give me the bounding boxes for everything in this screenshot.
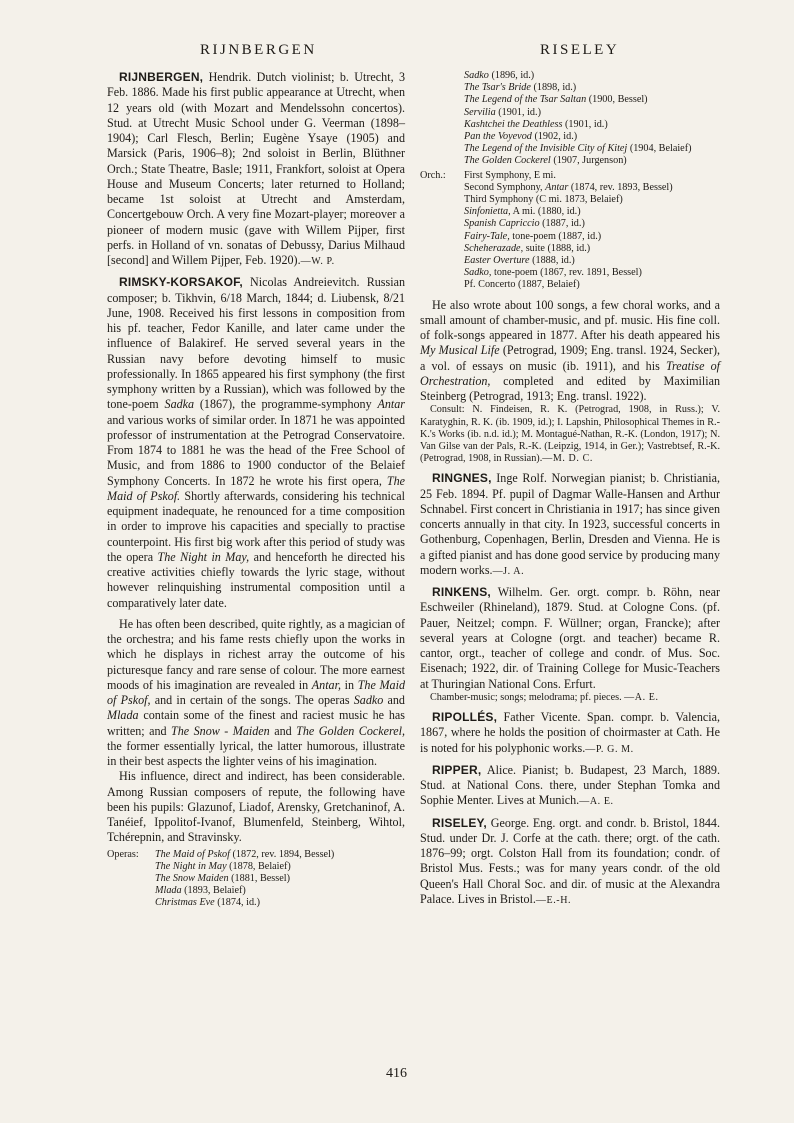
consult-note xyxy=(420,404,720,465)
running-head-right: RISELEY xyxy=(540,42,620,58)
entry-text: He also wrote about 100 songs, a few choral works, and a small amount of chamber-music, and pf. music. His fine coll. of folk-songs appeared in 1877. After his death appeared his xyxy=(420,297,720,343)
entry-text: Shortly afterwards, considering his technical equipment inadequate, he renounced for a time composition in order to improve his capacities and specially to practise counterpoint. His first big work after this period of study was the opera xyxy=(107,488,405,564)
work-details: tone-poem (1867, rev. 1891, Bessel) xyxy=(491,267,642,279)
page-number: 416 xyxy=(386,1066,407,1081)
list-item xyxy=(464,279,720,291)
entry-text: Hendrik. Dutch violinist; b. Utrecht, 3 Feb. 1886. Made his first public appearance at Utrecht, when 12 years old (with Mozart and Mendelssohn concertos). Stud. at Utrecht Music School under G. Veerman (1898–1904); Carl Flesch, Berlin; Eugène Ysaye (1905) and Marsick (Paris, 1906–8); 2nd soloist in Berlin, Blüthner Orch.; State Theatre, Basle; 1911, Frankfort, soloist at Opera House and Museum Concerts; later returned to Holland; became 1st soloist at Utrecht and Amsterdam, Concertgebouw Orch. A very fine Mozart-player; moreover a pioneer of modern music (gave with Willem Pijper, first perfs. in Holland of vn. sonatas of Debussy, Darius Milhaud [second] and Willem Pijper, Feb. 1920). xyxy=(107,70,405,267)
work-details: tone-poem (1887, id.) xyxy=(509,230,602,242)
work-details: (1878, Belaief) xyxy=(226,860,291,872)
entry-rinkens xyxy=(420,585,720,692)
paragraph: His influence, direct and indirect, has been considerable. Among Russian composers of repute, the following have been his pupils: Glazunof, Liadof, Arensky, Gretchaninof, A. Tanéief, Ippolitof-Ivanof, Blumenfeld, Steinberg, Wihtol, Tchérepnin, and Stravinsky. xyxy=(107,769,405,845)
entry-rimsky-korsakof xyxy=(107,275,405,611)
work-title: The Maid of Pskof xyxy=(155,848,230,860)
signature: —E.-H. xyxy=(535,894,572,906)
work-title: Mlada xyxy=(107,708,139,723)
work-title: The Night in May xyxy=(155,860,227,872)
list-label: Operas: xyxy=(107,848,139,860)
work-title: Fairy-Tale, xyxy=(464,230,510,242)
works-note xyxy=(420,692,720,704)
work-title: Sinfonietta, xyxy=(464,206,511,218)
work-details: (1881, Bessel) xyxy=(228,872,290,884)
operas-list-continued xyxy=(420,70,720,168)
work-details: suite (1888, id.) xyxy=(523,242,591,254)
operas-list xyxy=(107,849,405,910)
list-item xyxy=(464,194,720,206)
headword-rinkens: RINKENS, xyxy=(432,585,491,600)
list-item xyxy=(155,849,405,861)
signature: —A. E. xyxy=(579,796,614,808)
work-title: The Legend of the Invisible City of Kitej xyxy=(464,143,628,155)
list-item xyxy=(464,82,720,94)
list-item xyxy=(464,170,720,182)
work-title: Sadko xyxy=(464,70,489,81)
headword-riseley: RISELEY, xyxy=(432,815,487,830)
signature: —J. A. xyxy=(492,565,525,577)
entry-text: contain some of the finest and raciest music he has written; and xyxy=(107,708,405,738)
entry-text: the former essentially lyrical, the latter humorous, illustrate in their best aspects the lighter veins of his imagination. xyxy=(107,738,405,768)
entry-text: and henceforth he directed his creative activities chiefly towards the lyric stage, without however relinquishing instrumental composition until a comparatively later date. xyxy=(107,549,405,610)
left-column xyxy=(107,70,405,910)
work-title: Antar xyxy=(377,397,405,412)
work-details: First Symphony, E mi. xyxy=(464,169,556,181)
entry-riseley xyxy=(420,816,720,909)
work-details: (1874, rev. 1893, Bessel) xyxy=(568,181,673,193)
work-title: Christmas Eve xyxy=(155,897,215,909)
work-title: Kashtchei the Deathless xyxy=(464,118,563,130)
entry-text: Wilhelm. Ger. orgt. compr. b. Röhn, near Eschweiler (Rhineland), 1879. Stud. at Cologne Cons. (pf. Pauer, Neitzel; compn. F. Wüllner; organ, Francke); after several years at Cologne (orgt. and teacher) became R. cantor, orgt., teacher of college and condr. of Mus. Soc. Eisenach; 1922, dir. of Training College for Music-Teachers at Thuringian National Cons. Erfurt. xyxy=(420,585,720,691)
entry-text: Chamber-music; songs; melodrama; pf. pieces. xyxy=(430,691,622,703)
work-details: Third Symphony (C mi. 1873, Belaief) xyxy=(464,194,623,206)
list-item xyxy=(464,243,720,255)
work-title: Sadko xyxy=(353,693,384,707)
work-details: (1888, id.) xyxy=(529,255,575,267)
work-title: The Maid of Pskof. xyxy=(107,473,405,503)
running-head-left: RIJNBERGEN xyxy=(200,42,317,58)
entry-rijnbergen xyxy=(107,70,405,269)
list-item xyxy=(464,143,720,155)
work-title: Sadko, xyxy=(464,267,492,279)
list-item xyxy=(155,897,405,909)
work-title: Treatise of Orchestration, xyxy=(420,358,720,388)
paragraph xyxy=(107,617,405,770)
list-item xyxy=(464,155,720,167)
work-details: (1907, Jurgenson) xyxy=(550,155,627,167)
work-details: Second Symphony, xyxy=(464,181,546,193)
work-title: Sadka xyxy=(164,397,195,412)
entry-text: He has often been described, quite rightly, as a magician of the orchestra; and his fame rests chiefly upon the works in which he displays in richest array the outcome of his picturesque fancy and rare sense of colour. The more earnest moods of his imagination are revealed in xyxy=(107,616,406,692)
work-title: The Snow Maiden xyxy=(155,872,229,884)
paragraph xyxy=(420,298,720,405)
work-title: The Legend of the Tsar Saltan xyxy=(464,94,587,106)
entry-text: Inge Rolf. Norwegian pianist; b. Christiania, 25 Feb. 1894. Pf. pupil of Dagmar Walle-Hansen and Arthur Schnabel. First concert in Christiania in 1917; has since given concerts annually in that city. In 1923, successful concerts in Gothenburg, Copenhagen, Berlin, Dresden and Vienna. He is a gifted pianist and has done good service by producing many modern works. xyxy=(420,471,720,577)
list-item xyxy=(464,107,720,119)
work-details: (1874, id.) xyxy=(214,897,260,909)
work-details: (1887, id.) xyxy=(539,218,585,230)
entry-text: Father Vicente. Span. compr. b. Valencia, 1867, where he holds the position of choirmaster at Cath. He is noted for his polyphonic works. xyxy=(420,710,720,755)
entry-text: (1867), the programme-symphony xyxy=(194,397,378,412)
work-details: Pf. Concerto (1887, Belaief) xyxy=(464,279,580,291)
list-item xyxy=(464,255,720,267)
list-label: Orch.: xyxy=(420,169,446,181)
entry-text: Consult: N. Findeisen, R. K. (Petrograd, 1908, in Russ.); V. Karatyghin, R. K. (ib. 1909, id.); I. Lapshin, Philosophical Themes in R.-K.'s Works (ib. n.d. id.); M. Montagué-Nathan, R.-K. (London, 1917); N. Van Gilse van der Pals, R.-K. (Leipzig, 1914, in Ger.); Vastrebtsef, R.-K. (Petrograd, 1908, in Russian). xyxy=(420,404,720,465)
work-title: The Maid of Pskof, xyxy=(107,677,405,707)
entry-text: and various works of similar order. In 1871 he was appointed professor of instrumentation at the Petrograd Conservatoire. From 1874 to 1881 he was the head of the Free School of Music, and from 1886 to 1900 conductor of the Belaief Symphony Concerts. In 1872 he wrote his first opera, xyxy=(107,412,405,488)
work-details: (1901, id.) xyxy=(495,106,541,118)
work-details: (1901, id.) xyxy=(562,118,608,130)
headword-rimsky-korsakof: RIMSKY-KORSAKOF, xyxy=(119,275,243,290)
list-item xyxy=(464,206,720,218)
work-details: (1898, id.) xyxy=(530,82,577,94)
work-details: (1900, Bessel) xyxy=(586,94,648,106)
list-item xyxy=(464,131,720,143)
orchestral-list xyxy=(420,170,720,292)
list-item xyxy=(464,182,720,194)
work-title: My Musical Life xyxy=(420,343,500,358)
work-title: The Snow - Maiden xyxy=(171,723,270,738)
headword-ripolles: RIPOLLÉS, xyxy=(432,710,498,725)
work-title: Pan the Voyevod xyxy=(464,131,532,143)
list-item xyxy=(464,231,720,243)
signature: —M. D. C. xyxy=(542,453,593,465)
list-item xyxy=(464,70,720,82)
work-title: Mlada xyxy=(155,885,182,897)
work-details: (1896, id.) xyxy=(488,70,535,81)
entry-ringnes xyxy=(420,471,720,579)
list-item xyxy=(464,267,720,279)
list-item xyxy=(155,885,405,897)
headword-ripper: RIPPER, xyxy=(432,762,482,777)
work-details: (1872, rev. 1894, Bessel) xyxy=(229,848,335,860)
entry-text: in xyxy=(341,677,358,692)
entry-text: and xyxy=(269,723,297,738)
headword-rijnbergen: RIJNBERGEN, xyxy=(119,70,204,84)
entry-text: completed and edited by Maximilian Steinberg (Petrograd, 1913; Eng. transl. 1922). xyxy=(420,373,720,404)
list-item xyxy=(464,119,720,131)
entry-text: and in certain of the songs. The operas xyxy=(150,693,354,707)
work-title: Easter Overture xyxy=(464,255,530,267)
list-item xyxy=(464,94,720,106)
entry-ripolles xyxy=(420,710,720,757)
work-title: Servilia xyxy=(464,106,496,118)
headword-ringnes: RINGNES, xyxy=(432,471,492,486)
work-title: Antar xyxy=(545,181,569,193)
work-details: (1893, Belaief) xyxy=(181,885,246,897)
work-title: The Golden Cockerel xyxy=(464,155,551,167)
signature: —W. P. xyxy=(300,256,335,267)
work-title: Spanish Capriccio xyxy=(464,218,540,230)
work-title: Antar, xyxy=(311,677,341,692)
work-title: The Golden Cockerel, xyxy=(296,723,406,738)
signature: —A. E. xyxy=(624,691,659,703)
list-item xyxy=(155,861,405,873)
work-title: The Night in May, xyxy=(157,549,250,564)
list-item xyxy=(464,218,720,230)
list-item xyxy=(155,873,405,885)
list-indent xyxy=(420,70,464,168)
work-details: (1904, Belaief) xyxy=(627,143,692,155)
work-details: A mi. (1880, id.) xyxy=(510,206,581,218)
signature: —P. G. M. xyxy=(585,743,634,755)
entry-text: George. Eng. orgt. and condr. b. Bristol, 1844. Stud. under Dr. J. Corfe at the cath. there; orgt. of the cath. 1876–99; orgt. Colston Hall from its foundation; condr. of Bristol Mus. Fests.; was for many years condr. of the old Queen's Hall Choral Soc. and dir. of music at the Alexandra Palace. Lives in Bristol. xyxy=(420,815,720,906)
entry-ripper xyxy=(420,763,720,810)
entry-text: Nicolas Andreievitch. Russian composer; b. Tikhvin, 6/18 March, 1844; d. Liubensk, 8/21 June, 1908. Received his first lessons in composition from his pf. teacher, Fedor Kanille, and later came under the influence of Balakiref. He served several years in the Russian navy before devoting himself to music professionally. In 1865 appeared his first symphony (the first symphony written by a Russian), which was followed by the tone-poem xyxy=(107,275,405,412)
work-title: Scheherazade, xyxy=(464,242,524,254)
right-column xyxy=(420,70,720,908)
work-details: (1902, id.) xyxy=(531,131,578,143)
entry-text: (Petrograd, 1909; Eng. transl. 1924, Secker), a vol. of essays on music (ib. 1911), and his xyxy=(420,343,720,373)
entry-text: and xyxy=(383,693,405,707)
entry-text: Alice. Pianist; b. Budapest, 23 March, 1889. Stud. at National Cons. there, under Stephan Tomka and Sophie Menter. Lives at Munich. xyxy=(420,762,720,808)
work-title: The Tsar's Bride xyxy=(464,82,531,94)
